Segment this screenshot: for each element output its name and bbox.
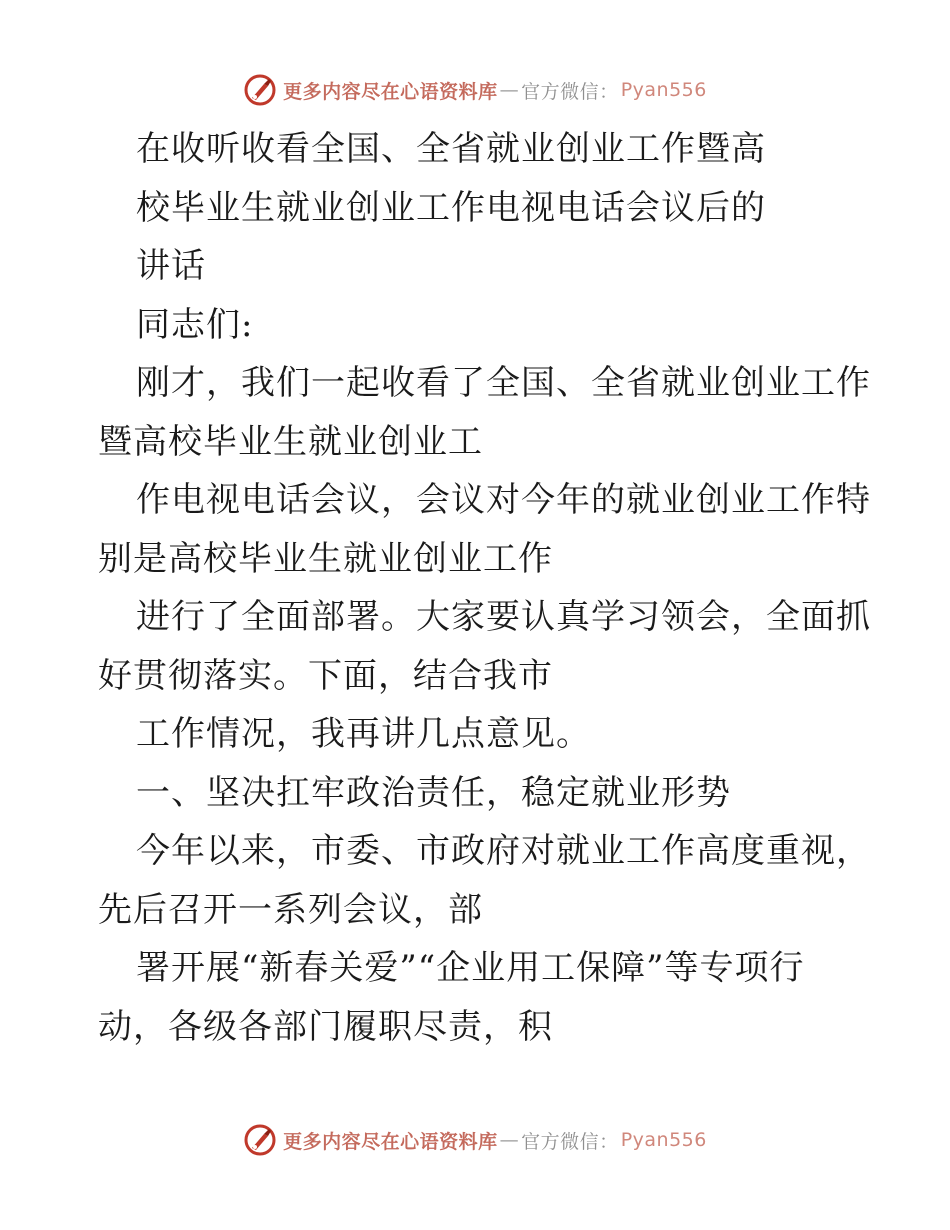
footer-site-name: 更多内容尽在心语资料库 [283, 1130, 498, 1153]
header-banner [0, 70, 950, 110]
header-banner-text [283, 77, 707, 104]
paragraph-line: 别是高校毕业生就业创业工作 [98, 538, 553, 579]
salutation: 同志们: [136, 304, 254, 345]
header-separator: — [499, 79, 520, 101]
section-heading: 一、坚决扛牢政治责任，稳定就业形势 [136, 772, 731, 813]
pen-logo-icon [243, 1123, 277, 1157]
title-line-3: 讲话 [136, 246, 206, 286]
header-wechat-label: 官方微信： [521, 80, 619, 103]
paragraph-line: 工作情况，我再讲几点意见。 [136, 714, 591, 754]
paragraph-line: 今年以来，市委、市政府对就业工作高度重视， [136, 831, 871, 871]
paragraph-line: 好贯彻落实。下面，结合我市 [98, 655, 553, 696]
paragraph-line: 暨高校毕业生就业创业工 [98, 421, 483, 462]
footer-wechat-id: Pyan556 [620, 1129, 707, 1151]
footer-wechat-label: 官方微信： [521, 1130, 619, 1153]
paragraph-line: 先后召开一系列会议，部 [98, 889, 483, 930]
header-site-name: 更多内容尽在心语资料库 [283, 80, 498, 103]
pen-logo-icon [243, 73, 277, 107]
document-body [98, 120, 871, 1056]
paragraph-line: 动，各级各部门履职尽责，积 [98, 1006, 553, 1047]
footer-banner-text [283, 1127, 707, 1154]
footer-separator: — [499, 1129, 520, 1151]
footer-banner [0, 1120, 950, 1160]
paragraph-line: 刚才，我们一起收看了全国、全省就业创业工作 [136, 363, 871, 403]
paragraph-line: 进行了全面部署。大家要认真学习领会，全面抓 [136, 597, 871, 637]
header-wechat-id: Pyan556 [620, 79, 707, 101]
title-line-1: 在收听收看全国、全省就业创业工作暨高 [136, 129, 766, 169]
paragraph-line: 署开展“新春关爱”“企业用工保障”等专项行 [136, 948, 805, 988]
title-line-2: 校毕业生就业创业工作电视电话会议后的 [136, 187, 766, 228]
paragraph-line: 作电视电话会议，会议对今年的就业创业工作特 [136, 480, 871, 520]
